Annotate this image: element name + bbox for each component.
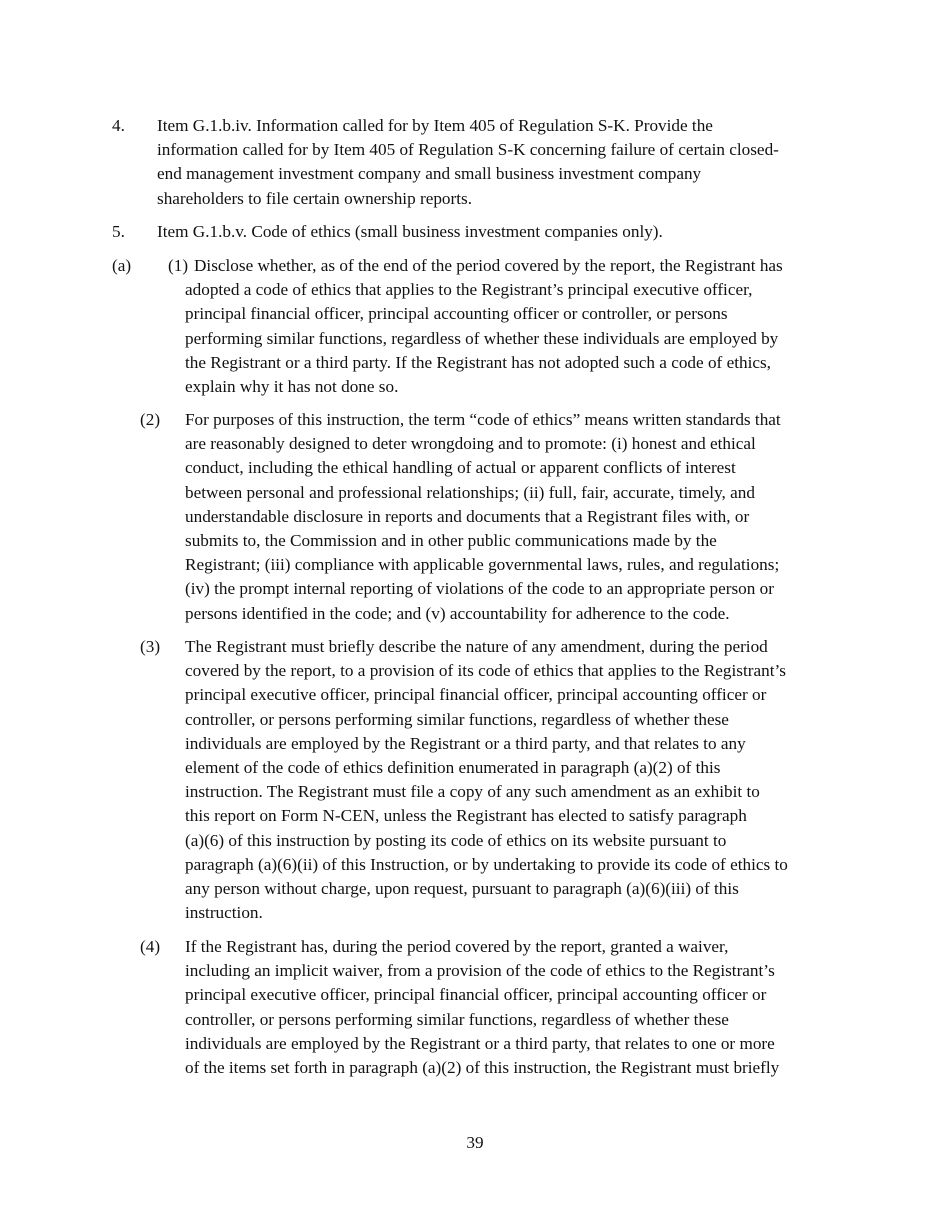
text-line: shareholders to file certain ownership reports. [157,188,472,208]
text-line: including an implicit waiver, from a provision of the code of ethics to the Registrant’s [185,961,775,981]
text-line: For purposes of this instruction, the term “code of ethics” means written standards that [185,410,781,429]
text-line: any person without charge, upon request, pursuant to paragraph (a)(6)(iii) of this [185,879,739,899]
text-line: If the Registrant has, during the period covered by the report, granted a waiver, [185,937,729,956]
text-line: element of the code of ethics definition enumerated in paragraph (a)(2) of this [185,758,721,778]
text-line: of the items set forth in paragraph (a)(2) of this instruction, the Registrant must briefly [185,1058,780,1078]
item-text [185,935,779,1080]
page-number: 39 [466,1133,484,1152]
text-line: (iv) the prompt internal reporting of violations of the code to an appropriate person or [185,579,774,599]
text-line: Item G.1.b.v. Code of ethics (small business investment companies only). [157,222,663,241]
item-number: 5. [112,222,125,241]
text-line: persons identified in the code; and (v) accountability for adherence to the code. [185,603,730,623]
text-line: are reasonably designed to deter wrongdoing and to promote: (i) honest and ethical [185,434,756,454]
text-line: controller, or persons performing similar functions, regardless of whether these [185,1009,729,1029]
sub-item-number: (1) [168,256,189,275]
text-line: submits to, the Commission and in other public communications made by the [185,531,717,551]
item-text [185,635,788,925]
text-line: understandable disclosure in reports and documents that a Registrant files with, or [185,506,750,526]
text-line: individuals are employed by the Registrant or a third party, and that relates to any [185,733,746,753]
text-line: performing similar functions, regardless of whether these individuals are employed by [185,328,779,348]
text-line: instruction. [185,903,263,923]
text-line: Item G.1.b.iv. Information called for by Item 405 of Regulation S-K. Provide the [157,116,713,135]
text-line: Disclose whether, as of the end of the period covered by the report, the Registrant has [194,256,783,275]
text-line: the Registrant or a third party. If the Registrant has not adopted such a code of ethics, [185,352,771,372]
item-number: (a) [112,256,132,275]
text-line: Registrant; (iii) compliance with applicable governmental laws, rules, and regulations; [185,555,780,575]
text-line: between personal and professional relationships; (ii) full, fair, accurate, timely, and [185,482,755,502]
item-text [185,254,783,399]
item-number: 4. [112,116,125,135]
text-line: this report on Form N-CEN, unless the Registrant has elected to satisfy paragraph [185,806,747,826]
item-number: (4) [140,937,161,956]
text-line: covered by the report, to a provision of its code of ethics that applies to the Registrant’s [185,661,786,681]
text-line: paragraph (a)(6)(ii) of this Instruction, or by undertaking to provide its code of ethics to [185,854,788,874]
text-line: adopted a code of ethics that applies to the Registrant’s principal executive officer, [185,280,753,300]
item-number: (2) [140,410,161,429]
text-line: principal financial officer, principal accounting officer or controller, or persons [185,304,728,324]
item-number: (3) [140,637,161,656]
text-line: (a)(6) of this instruction by posting its code of ethics on its website pursuant to [185,830,727,850]
text-line: explain why it has not done so. [185,377,399,397]
text-line: conduct, including the ethical handling of actual or apparent conflicts of interest [185,458,736,478]
text-line: principal executive officer, principal financial officer, principal accounting officer or [185,985,767,1005]
text-line: information called for by Item 405 of Regulation S-K concerning failure of certain closed- [157,140,779,160]
item-text [157,220,663,244]
text-line: end management investment company and small business investment company [157,164,702,184]
text-line: individuals are employed by the Registrant or a third party, that relates to one or more [185,1033,775,1053]
item-text [185,408,781,626]
text-line: controller, or persons performing similar functions, regardless of whether these [185,709,729,729]
text-line: The Registrant must briefly describe the nature of any amendment, during the period [185,637,768,656]
text-line: principal executive officer, principal financial officer, principal accounting officer or [185,685,767,705]
text-line: instruction. The Registrant must file a copy of any such amendment as an exhibit to [185,782,760,802]
item-text [157,114,779,211]
